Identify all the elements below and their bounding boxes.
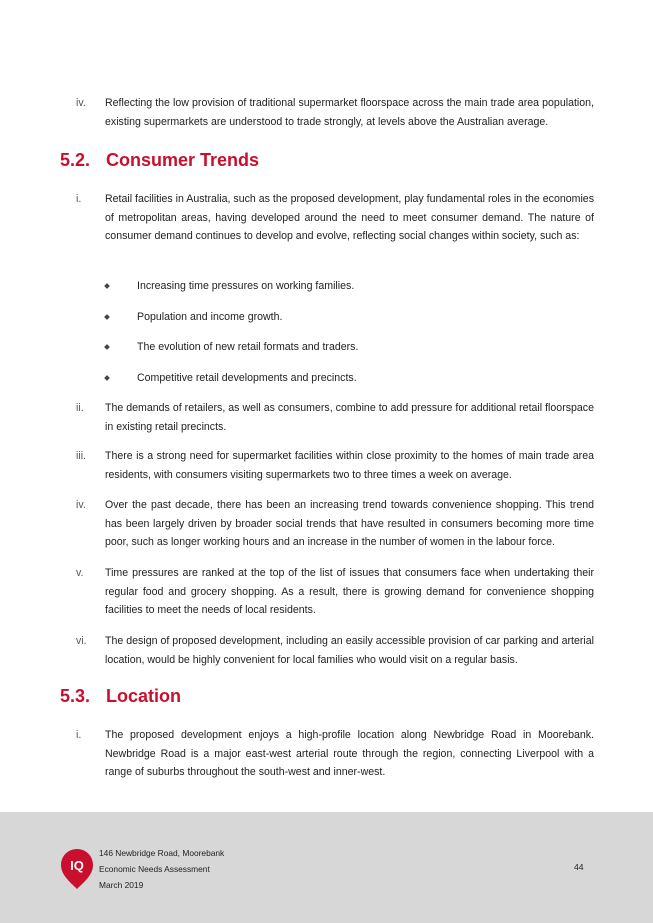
bullet-icon [104,375,110,381]
bullet-text: Population and income growth. [137,311,283,323]
item-number: iii. [76,450,87,462]
bullet-icon [104,314,110,320]
footer-document-title: Economic Needs Assessment [99,864,210,874]
section-number: 5.3. [60,686,91,706]
bullet-text: Increasing time pressures on working families. [137,280,355,292]
bullet-text: The evolution of new retail formats and traders. [137,341,359,353]
item-number: iv. [76,97,86,109]
item-text: There is a strong need for supermarket facilities within close proximity to the homes of main trade area residents, with consumers visiting supermarkets two to three times a week on average. [105,450,594,481]
item-text: The proposed development enjoys a high-profile location along Newbridge Road in Moorebank. Newbridge Road is a major east-west arterial route through the region, connecting Liverpool with a range of suburbs throughout the south-west and inner-west. [105,729,594,778]
item-number: vi. [76,635,87,647]
item-number: i. [76,729,82,741]
item-text: Time pressures are ranked at the top of the list of issues that consumers face when undertaking their regular food and grocery shopping. As a result, there is growing demand for convenience shopping facilities to meet the needs of local residents. [105,567,594,616]
footer-date: March 2019 [99,880,144,890]
item-number: ii. [76,402,84,414]
section-title: Consumer Trends [106,150,260,170]
footer-info [99,845,224,893]
bullet-text: Competitive retail developments and precincts. [137,372,357,384]
bullet-icon [104,283,110,289]
section-title: Location [106,686,181,706]
item-text: Over the past decade, there has been an increasing trend towards convenience shopping. This trend has been largely driven by broader social trends that have resulted in consumers becoming more time poor, such as longer working hours and an increase in the number of women in the labour force. [105,499,594,548]
item-number: iv. [76,499,86,511]
page-footer [0,812,653,923]
item-text: The demands of retailers, as well as consumers, combine to add pressure for additional retail floorspace in existing retail precincts. [105,402,594,433]
iq-logo-icon [60,848,94,890]
item-number: i. [76,193,82,205]
footer-address: 146 Newbridge Road, Moorebank [99,848,225,858]
item-number: v. [76,567,84,579]
logo-text: IQ [70,858,84,873]
item-text: Retail facilities in Australia, such as the proposed development, play fundamental roles in the economies of metropolitan areas, having developed around the need to meet consumer demand. The nature of consumer demand continues to develop and evolve, reflecting social changes within society, such as: [105,193,594,242]
bullet-icon [104,344,110,350]
section-number: 5.2. [60,150,91,170]
item-text: Reflecting the low provision of traditional supermarket floorspace across the main trade area population, existing supermarkets are understood to trade strongly, at levels above the Australian average. [105,97,594,128]
item-text: The design of proposed development, including an easily accessible provision of car parking and arterial location, would be highly convenient for local families who would visit on a regular basis. [105,635,594,666]
page-number: 44 [574,862,584,872]
